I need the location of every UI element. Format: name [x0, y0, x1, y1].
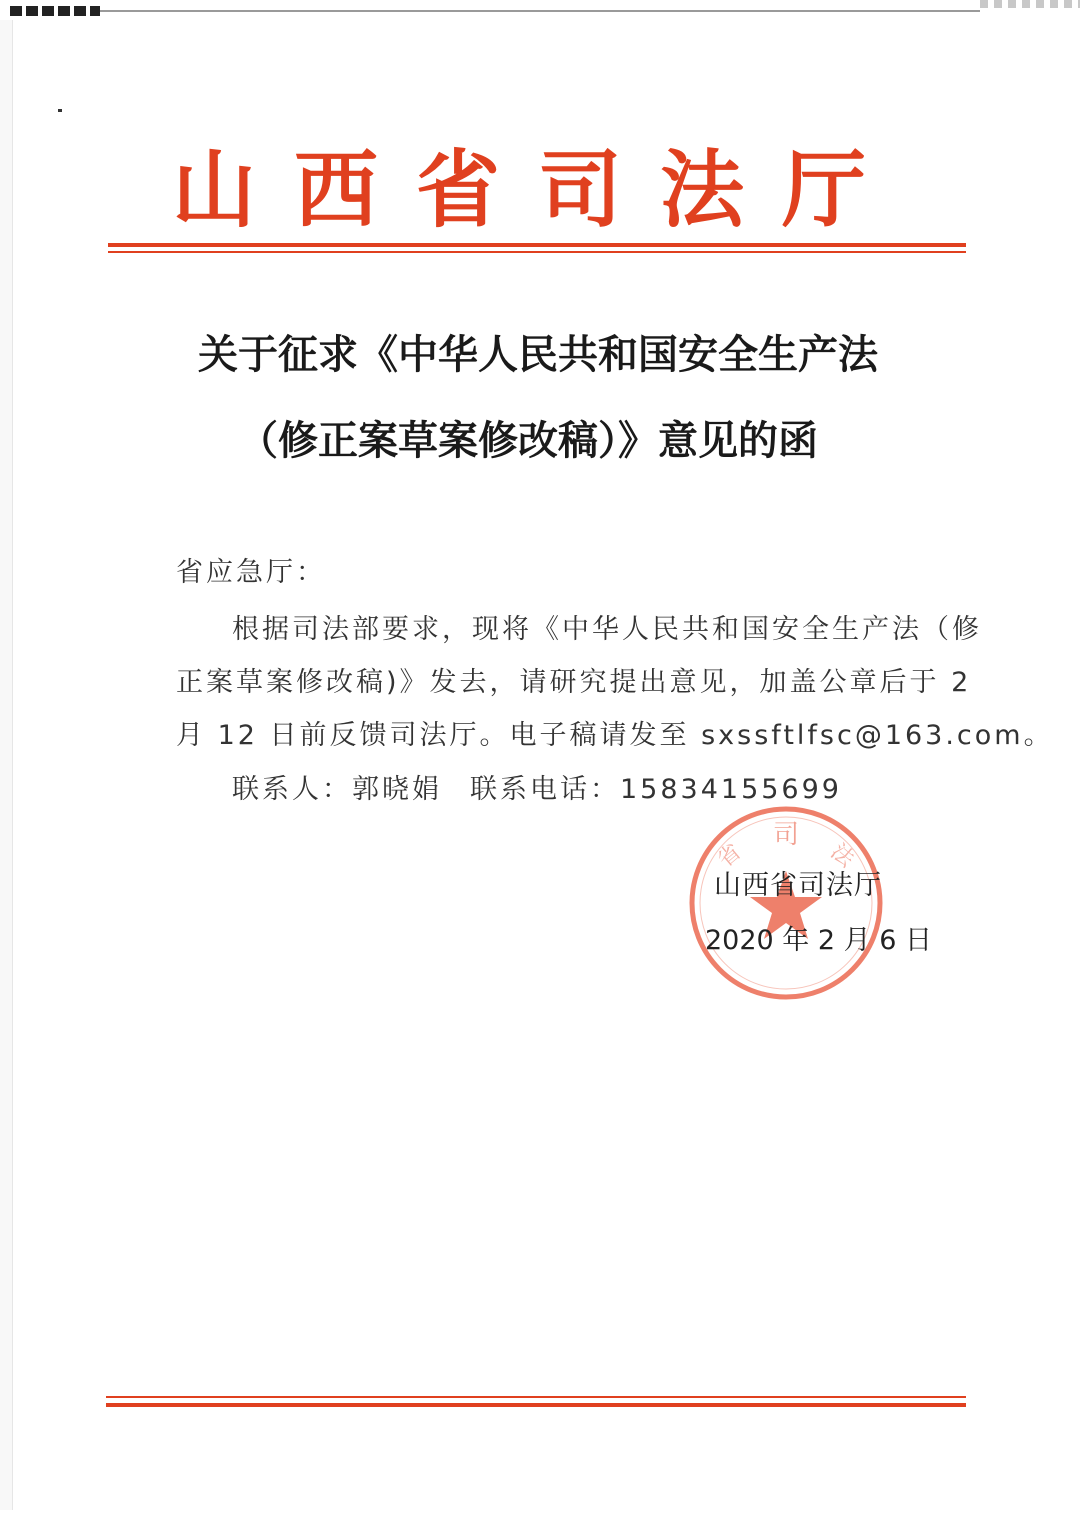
phone-number: 15834155699 — [620, 774, 842, 805]
contact-name: 郭晓娟 — [352, 774, 442, 805]
salutation: 省应急厅： — [176, 557, 326, 588]
scan-edge — [0, 20, 13, 1510]
scan-marks — [980, 0, 1080, 8]
scan-marks — [10, 6, 100, 16]
letterhead-title: 山西省司法厅 — [171, 140, 904, 239]
contact-label: 联系人： — [232, 774, 352, 805]
letterhead-rule-thick — [108, 243, 966, 247]
svg-text:省: 省 — [713, 839, 747, 873]
paragraph-line-1: 根据司法部要求，现将《中华人民共和国安全生产法（修 — [232, 614, 982, 645]
letterhead-rule-thin — [108, 251, 966, 253]
phone-label: 联系电话： — [470, 774, 620, 805]
document-title-line-1: 关于征求《中华人民共和国安全生产法 — [198, 331, 878, 378]
footer-rule-thick — [106, 1403, 966, 1407]
document-title-line-2: （修正案草案修改稿）》意见的函 — [238, 417, 818, 464]
scan-edge-line — [100, 10, 980, 12]
footer-rule-thin — [106, 1396, 966, 1398]
signature-org: 山西省司法厅 — [714, 870, 882, 901]
signature-date: 2020 年 2 月 6 日 — [705, 925, 932, 956]
svg-text:司: 司 — [772, 820, 800, 850]
scan-speck — [58, 109, 62, 112]
svg-text:法: 法 — [825, 839, 859, 873]
paragraph-line-3: 月 12 日前反馈司法厅。电子稿请发至 sxssftlfsc@163.com。 — [176, 720, 1054, 751]
paragraph-line-2: 正案草案修改稿)》发去，请研究提出意见，加盖公章后于 2 — [176, 667, 972, 698]
